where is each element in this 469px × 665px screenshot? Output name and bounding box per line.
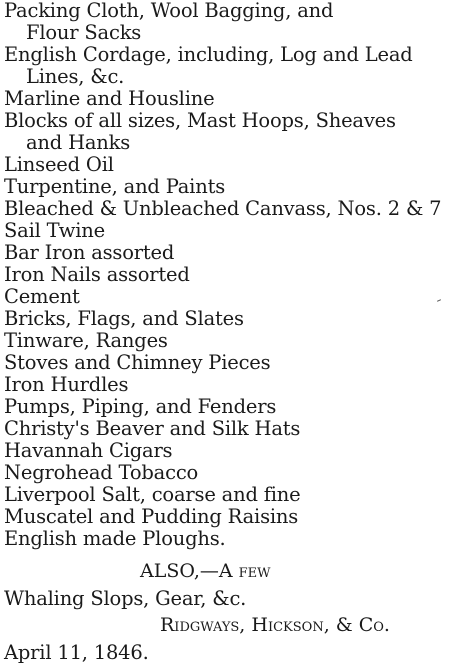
item-line: Havannah Cigars [4,439,173,462]
item-line: English made Ploughs. [4,527,226,550]
item-line: Packing Cloth, Wool Bagging, and [4,0,334,22]
signature: Ridgways, Hickson, & Co. [160,614,390,636]
print-speck [437,299,441,302]
item-line: Iron Nails assorted [4,263,190,286]
item-line: Bricks, Flags, and Slates [4,307,244,330]
date-line: April 11, 1846. [4,641,149,664]
item-line: Liverpool Salt, coarse and fine [4,483,301,506]
item-line: Christy's Beaver and Silk Hats [4,417,301,440]
also-lead: ALSO,—A [140,560,233,582]
item-line-extra: Whaling Slops, Gear, &c. [4,587,247,610]
item-line: Blocks of all sizes, Mast Hoops, Sheaves [4,109,396,132]
item-line: Sail Twine [4,219,105,242]
item-line: Negrohead Tobacco [4,461,199,484]
item-line: Stoves and Chimney Pieces [4,351,271,374]
item-line-continuation: Lines, &c. [26,65,125,88]
item-line: Turpentine, and Paints [4,175,226,198]
item-line: Tinware, Ranges [4,329,168,352]
item-line: Bar Iron assorted [4,241,175,264]
item-line: Linseed Oil [4,153,114,176]
item-line: Pumps, Piping, and Fenders [4,395,277,418]
item-line: Bleached & Unbleached Canvass, Nos. 2 & 7 [4,197,442,220]
also-few: few [238,560,271,582]
item-line-continuation: Flour Sacks [26,21,142,44]
also-few-heading [140,560,271,582]
item-line: Marline and Housline [4,87,215,110]
item-line: English Cordage, including, Log and Lead [4,43,413,66]
item-line: Muscatel and Pudding Raisins [4,505,299,528]
item-line: Cement [4,285,80,308]
item-line-continuation: and Hanks [26,131,131,154]
item-line: Iron Hurdles [4,373,129,396]
